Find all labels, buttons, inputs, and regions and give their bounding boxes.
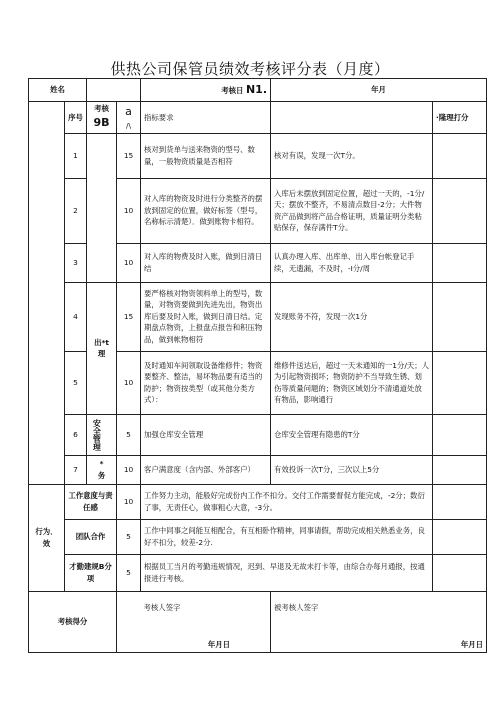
row-no: 2 (65, 178, 87, 243)
table-row (29, 282, 487, 351)
row-deduction: 核对有误，发现一次T分。 (271, 133, 433, 178)
row-deduction: 维修件送达后，超过一天未通知的一1分/天；人为引起物资损坏；物资防护不当导致生锈、划伤等质量问题的；物资区域划分不清通道处放有物品，影响通行 (271, 351, 433, 414)
category-label: 出*t (94, 337, 109, 347)
row-deduction: 有效投诉一次T分，三次以上5分 (271, 455, 433, 484)
table-row (29, 455, 487, 484)
table-row (29, 133, 487, 178)
score-value[interactable] (117, 591, 141, 629)
name-value[interactable] (87, 79, 141, 102)
category-cell (87, 455, 117, 484)
behavior-text: 工作努力主动，能般好完成份内工作不扣分。交付工作需要督促方能完成，-2分；数衍了事，无责任心，做事粗心大意，-3分。 (141, 484, 433, 519)
row-weight: 10 (117, 455, 141, 484)
header-row (29, 79, 487, 102)
row-no: 4 (65, 282, 87, 351)
col-seq: 序号 (65, 102, 87, 134)
assessor-date: 年月日 (141, 629, 271, 652)
row-weight: 10 (117, 351, 141, 414)
behavior-row (29, 554, 487, 591)
behavior-row (29, 519, 487, 554)
row-weight: 10 (117, 243, 141, 282)
row-no: 6 (65, 414, 87, 455)
row-deduction: 认真办理入库、出库单、出入库台帐登记手续，无遗漏，不及时，-I分/周 (271, 243, 433, 282)
behavior-weight: 5 (117, 554, 141, 591)
category-label: 安全管理 (92, 418, 102, 451)
period-cell (141, 79, 271, 102)
row-requirement: 对入库的物资及时进行分类整齐的摆放到固定的位置，做好标签（型号，名称标示清楚）．做到账物卡相符。 (141, 178, 271, 243)
row-no: 5 (65, 351, 87, 414)
period-label: 考核日 (221, 86, 244, 96)
col-score: ·隆理打分 (433, 102, 487, 134)
category-label: 务 (97, 470, 106, 480)
behavior-score[interactable] (433, 554, 487, 591)
page-title: 供热公司保管员绩效考核评分表（月度） (110, 60, 390, 78)
footer-row (29, 591, 487, 629)
row-no: 1 (65, 133, 87, 178)
row-requirement: 要严格核对物资领料单上的型号，数量，对物资要做到先进先出，物资出库后要及时入账，做到日清日结。定期盘点物资，上报盘点报告和积压物品，做到帐物相符 (141, 282, 271, 351)
row-requirement: 客户满意度（含内部、外部客户） (141, 455, 271, 484)
col-weight (117, 102, 141, 134)
col-category (87, 102, 117, 134)
row-weight: 15 (117, 282, 141, 351)
row-weight: 5 (117, 414, 141, 455)
column-header-row (29, 102, 487, 134)
row-no: 7 (65, 455, 87, 484)
year-month-label: 年月 (271, 79, 487, 102)
behavior-score[interactable] (433, 519, 487, 554)
row-requirement: 对入库的物费及时入账，做到日清日结 (141, 243, 271, 282)
behavior-label: 团队合作 (65, 519, 117, 554)
period-mark: N1. (245, 83, 268, 97)
behavior-weight: 10 (117, 484, 141, 519)
row-deduction: 发现账务不符，发现一次1分 (271, 282, 433, 351)
row-requirement: 及时通知车间领取设备维修件；物资要整齐、整洁，易坏物品要有适当的防护；物资按类型（或其他分类方式）： (141, 351, 271, 414)
category-label: 理 (97, 349, 106, 359)
behavior-weight: 5 (117, 519, 141, 554)
behavior-group-label: 行为．效 (29, 484, 65, 591)
blank-side-cell (29, 102, 65, 485)
row-deduction: 仓库安全管理有隐患的T分 (271, 414, 433, 455)
behavior-row (29, 484, 487, 519)
evaluation-table (28, 78, 487, 653)
row-weight: 15 (117, 133, 141, 178)
col-weight-sub: /\ (126, 121, 131, 131)
row-score[interactable] (433, 178, 487, 243)
row-score[interactable] (433, 133, 487, 178)
row-weight: 10 (117, 178, 141, 243)
behavior-label: 工作意度与责任感 (65, 484, 117, 519)
behavior-text: 工作中同事之间能互相配合，有互相卧作精神，同事请假，帮助完成相关熟悉业务，良好不扣分，较差-2分. (141, 519, 433, 554)
col-category-label: 考核 (94, 104, 109, 113)
name-label: 姓名 (29, 79, 87, 102)
row-score[interactable] (433, 414, 487, 455)
behavior-text: 根据员工当月的考勤违规情况，迟到、早退及无故未打卡等，由综合办每月通报，按通报进行考核。 (141, 554, 433, 591)
category-cell (87, 133, 117, 282)
category-cell (87, 414, 117, 455)
row-requirement: 加强仓库安全管理 (141, 414, 271, 455)
col-indicator: 指标要求 (141, 102, 271, 134)
row-score[interactable] (433, 351, 487, 414)
col-category-mark: 9B (93, 116, 110, 130)
assessor-sign-label: 考核人签字 (141, 591, 271, 629)
score-label: 考核得分 (29, 591, 117, 652)
assessed-date: 年月日 (271, 629, 487, 652)
row-no: 3 (65, 243, 87, 282)
col-weight-mark: a (125, 105, 132, 118)
behavior-label: 才勤建规B分项 (65, 554, 117, 591)
col-deduction (271, 102, 433, 134)
assessed-sign-label: 被考核人签字 (271, 591, 487, 629)
row-score[interactable] (433, 455, 487, 484)
table-row (29, 414, 487, 455)
category-cell (87, 282, 117, 414)
behavior-score[interactable] (433, 484, 487, 519)
row-score[interactable] (433, 282, 487, 351)
row-deduction: 入库后未摆放到固定位置，超过一天的，-1分/天；摆放不整齐，不易清点数目-2分；大件物资产品做到将产品合格证明，质量证明分类粘贴保存，保存满件T分。 (271, 178, 433, 243)
row-requirement: 核对到货单与送来物资的型号、数量，一般物资质量是否相符 (141, 133, 271, 178)
row-score[interactable] (433, 243, 487, 282)
category-label: * (99, 459, 104, 469)
